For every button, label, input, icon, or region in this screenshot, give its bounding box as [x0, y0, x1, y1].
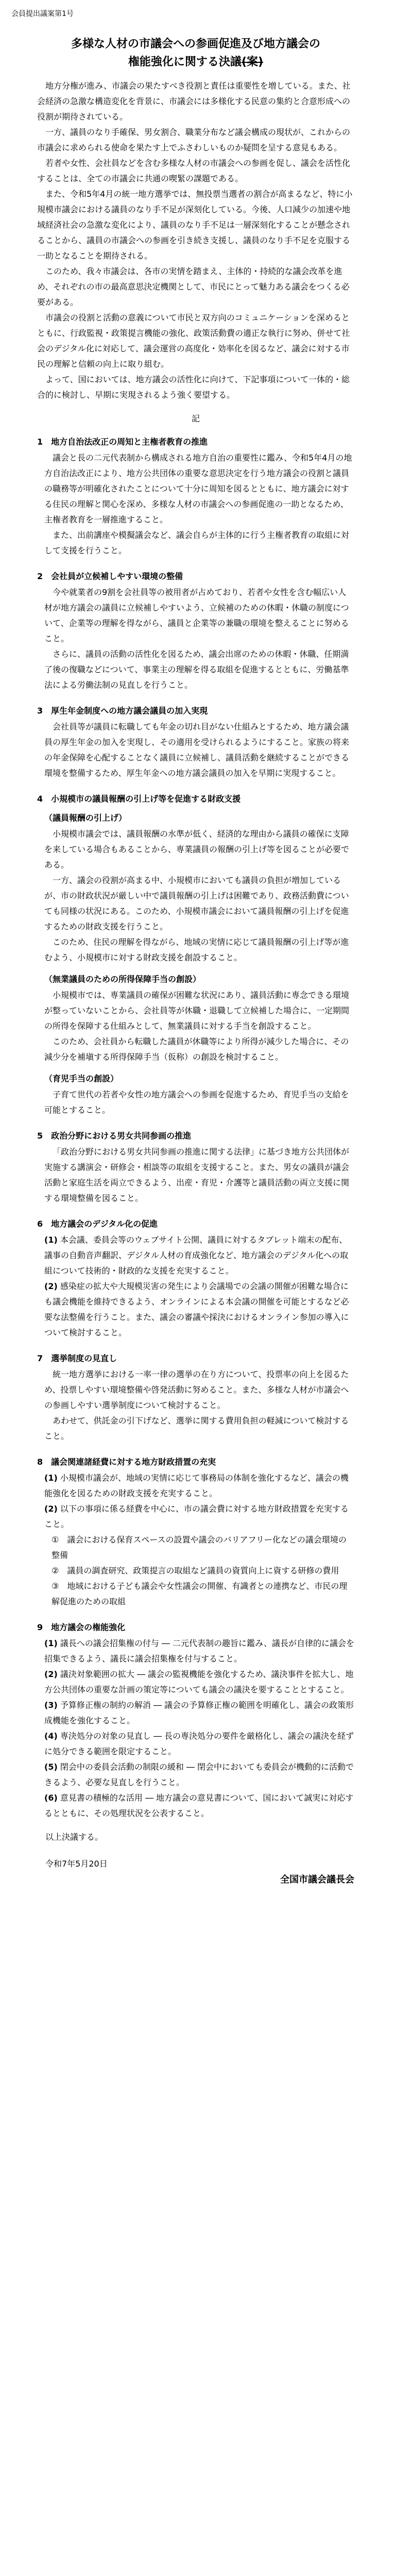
item-label: (1) [44, 1235, 58, 1245]
section-body [44, 988, 354, 1065]
item-text: 小規模市議会が、地域の実情に応じて事務局の体制を強化するなど、議会の機能強化を図るための財政支援を充実すること。 [44, 1473, 349, 1499]
section-heading: 6 地方議会のデジタル化の促進 [37, 1219, 158, 1229]
circled-item: ① 議会における保育スペースの設置や議会のバリアフリー化などの議会環境の整備 [52, 1535, 347, 1561]
section-heading: 5 政治分野における男女共同参画の推進 [37, 1131, 192, 1141]
section-1 [37, 435, 354, 558]
section-paragraph: 今や就業者の9割を会社員等の被用者が占めており、若者や女性を含む幅広い人材が地方議会の議員に立候補しやすいよう、立候補のための休暇・休職の制度について、企業等の理解を得ながら、議員と企業等の兼職の環境を整えることに努めること。 [44, 587, 349, 644]
section-paragraph: 小規模市議会では、議員報酬の水準が低く、経済的な理由から議員の確保に支障を来している場合もあることから、専業議員の報酬の引上げ等を図ることが必要である。 [44, 829, 350, 870]
section-paragraph: 統一地方選挙における一率一律の選挙の在り方について、投票率の向上を図るため、投票しやすい環境整備や啓発活動に努めること。また、多様な人材が市議会への参画しやすい選挙制度について検討すること。 [44, 1369, 349, 1411]
section-body [44, 826, 354, 965]
document-title [37, 35, 354, 71]
section-paragraph: このため、住民の理解を得ながら、地域の実情に応じて議員報酬の引上げ等が進むよう、小規模市に対する財政支援を創設すること。 [44, 937, 349, 963]
item-text: 閉会中の委員会活動の制限の緩和 ― 閉会中においても委員会が機動的に活動できるよう、必要な見直しを行うこと。 [44, 1762, 354, 1788]
item-label: (6) [44, 1793, 58, 1803]
section-body [44, 450, 354, 558]
preamble [37, 78, 354, 403]
section-paragraph: 会社員等が議員に転職しても年金の切れ目がない仕組みとするため、地方議会議員の厚生年金の加入を実現し、その適用を受けられるようにすること。家族の将来の年金保障を心配することなく議員に立候補し、議員活動を継続することができる環境を整備するため、厚生年金への地方議会議員の加入を早期に実現すること。 [44, 722, 350, 778]
list-item [44, 1790, 354, 1821]
section-6 [37, 1217, 354, 1341]
list-item [44, 1698, 354, 1728]
item-label: (4) [44, 1731, 58, 1741]
list-item [44, 1501, 354, 1532]
item-text: 専決処分の対象の見直し ― 長の専決処分の要件を厳格化し、議会の議決を経ずに処分できる範囲を限定すること。 [44, 1731, 354, 1757]
section-paragraph: 「政治分野における男女共同参画の推進に関する法律」に基づき地方公共団体が実施する講演会・研修会・相談等の取組を支援すること。また、男女の議員が議会活動と家庭生活を両立できるよう、出産・育児・介護等と議員活動の両立支援に関する環境整備を図ること。 [44, 1147, 350, 1204]
title-struck-text: (案) [241, 56, 264, 69]
circled-item: ③ 地域における子ども議会や女性議会の開催、有識者との連携など、市民の理解促進のための取組 [52, 1581, 348, 1607]
list-item [44, 1667, 354, 1698]
item-label: (1) [44, 1638, 58, 1649]
item-text: 以下の事項に係る経費を中心に、市の議会費に対する地方財政措置を充実すること。 [44, 1504, 349, 1530]
section-body [44, 719, 354, 781]
item-label: (2) [44, 1281, 58, 1292]
item-text: 議長への議会招集権の付与 ― 二元代表制の趣旨に鑑み、議長が自律的に議会を招集できるよう、議長に議会招集権を付与すること。 [44, 1638, 354, 1664]
list-item [44, 1759, 354, 1790]
section-heading: 7 選挙制度の見直し [37, 1353, 117, 1364]
preamble-paragraph: このため、我々市議会は、各市の実情を踏まえ、主体的・持続的な議会改革を進め、それぞれの市の最高意思決定機関として、市民にとって魅力ある議会をつくる必要がある。 [37, 266, 350, 308]
item-text: 意見書の積極的な活用 ― 地方議会の意見書について、国において誠実に対応するとともに、その処理状況を公表すること。 [44, 1793, 354, 1819]
section-body [44, 1087, 354, 1118]
section-heading: 9 地方議会の権能強化 [37, 1622, 126, 1633]
preamble-paragraph: 一方、議員のなり手確保、男女割合、職業分布など議会構成の現状が、これからの市議会に求められる使命を果たす上でふさわしいものか疑問を呈する意見もある。 [37, 127, 351, 153]
ki-marker: 記 [191, 414, 200, 424]
section-subheading: （無業議員のための所得保障手当の創設） [44, 974, 201, 985]
section-subheading: （議員報酬の引上げ） [44, 813, 127, 823]
organization-name: 全国市議会議長会 [280, 1874, 354, 1886]
section-body [44, 1367, 354, 1444]
section-paragraph: 議会と長の二元代表制から構成される地方自治の重要性に鑑み、令和5年4月の地方自治法改正により、地方公共団体の重要な意思決定を行う地方議会の役割と議員の職務等が明確化されたことについて十分に周知を図るとともに、地方議会に対する住民の理解と関心を深め、多様な人材の市議会への参画促進の一助となるため、主権者教育を一層推進すること。 [44, 453, 352, 525]
preamble-paragraph: 市議会の役割と活動の意義について市民と双方向のコミュニケーションを深めるとともに、行政監視・政策提言機能の強化、政策活動費の適正な執行に努め、併せて社会のデジタル化に対応して、議会運営の高度化・効率化を図るなど、議会に対する市民の理解と信頼の向上に取り組む。 [37, 313, 350, 369]
circled-item: ② 議員の調査研究、政策提言の取組など議員の資質向上に資する研修の費用 [52, 1566, 339, 1576]
section-3 [37, 704, 354, 781]
section-body [44, 1144, 354, 1206]
item-label: (2) [44, 1504, 58, 1514]
section-5 [37, 1129, 354, 1206]
section-heading: 4 小規模市の議員報酬の引上げ等を促進する財政支援 [37, 794, 241, 804]
item-text: 議決対象範囲の拡大 ― 議会の監視機能を強化するため、議決事件を拡大し、地方公共団体の重要な計画の策定等についても議会の議決を要することとすること。 [44, 1669, 354, 1695]
section-heading: 2 会社員が立候補しやすい環境の整備 [37, 571, 183, 582]
list-item [44, 1470, 354, 1501]
section-7 [37, 1352, 354, 1444]
item-text: 感染症の拡大や大規模災害の発生により会議場での会議の開催が困難な場合にも議会機能を維持できるよう、オンラインによる本会議の開催を可能とするなど必要な法整備を行うこと。また、議会の審議や採決におけるオンライン参加の導入について検討すること。 [44, 1281, 349, 1338]
section-paragraph: あわせて、供託金の引下げなど、選挙に関する費用負担の軽減について検討すること。 [44, 1416, 349, 1442]
title-line-1: 多様な人材の市議会への参画促進及び地方議会の [71, 38, 320, 50]
footer [37, 1829, 354, 1886]
section-heading: 8 議会関連諸経費に対する地方財政措置の充実 [37, 1457, 216, 1467]
section-4 [37, 792, 354, 1118]
section-body [44, 585, 354, 693]
section-paragraph: 小規模市では、専業議員の確保が困難な状況にあり、議員活動に専念できる環境が整っていないことから、会社員等が休職・退職して立候補した場合に、一定期間の所得を保障する仕組みとして、無業議員に対する手当を創設すること。 [44, 990, 350, 1031]
section-paragraph: 子育て世代の若者や女性の地方議会への参画を促進するため、育児手当の支給を可能とすること。 [44, 1090, 349, 1115]
item-text: 本会議、委員会等のウェブサイト公開、議員に対するタブレット端末の配布、議事の自動音声翻訳、デジタル人材の育成強化など、地方議会のデジタル化への取組について技術的・財政的な支援を充実すること。 [44, 1235, 349, 1276]
section-paragraph: このため、会社員から転職した議員が休職等により所得が減少した場合に、その減少分を補塡する所得保障手当（仮称）の創設を検討すること。 [44, 1037, 349, 1062]
section-heading: 1 地方自治法改正の周知と主権者教育の推進 [37, 437, 208, 447]
preamble-paragraph: また、令和5年4月の統一地方選挙では、無投票当選者の割合が高まるなど、特に小規模市議会における議員のなり手不足が深刻化している。今後、人口減少の加速や地域経済社会の急激な変化により、議員のなり手不足は一層深刻化することが懸念されることから、議員の市議会への参画を引き続き支援し、議員のなり手不足を克服する一助となることを期待される。 [37, 189, 353, 261]
section-paragraph: 一方、議会の役割が高まる中、小規模市においても議員の負担が増加しているが、市の財政状況が厳しい中で議員報酬の引上げは困難であり、政務活動費についても同様の状況にある。このため、小規模市議会において議員報酬の引上げを促進するための財政支援を行うこと。 [44, 875, 349, 932]
title-line-2 [37, 53, 354, 71]
section-subheading: （育児手当の創設） [44, 1074, 119, 1084]
section-9 [37, 1621, 354, 1821]
title-line-2-text: 権能強化に関する決議 [128, 56, 242, 69]
section-paragraph: また、出前講座や模擬議会など、議会自らが主体的に行う主権者教育の取組に対して支援を行うこと。 [44, 530, 350, 556]
preamble-paragraph: 若者や女性、会社員などを含む多様な人材の市議会への参画を促し、議会を活性化することは、全ての市議会に共通の喫緊の課題である。 [37, 158, 351, 184]
doc-number: 会員提出議案第1号 [11, 10, 74, 18]
section-heading: 3 厚生年金制度への地方議会議員の加入実現 [37, 706, 208, 716]
item-label: (5) [44, 1762, 58, 1772]
list-item [44, 1636, 354, 1667]
item-text: 予算修正権の制約の解消 ― 議会の予算修正権の範囲を明確化し、議会の政策形成機能を強化すること。 [44, 1700, 354, 1726]
list-item [44, 1728, 354, 1759]
closing-text: 以上決議する。 [45, 1832, 104, 1842]
preamble-paragraph: 地方分権が進み、市議会の果たすべき役割と責任は重要性を増している。また、社会経済の急激な構造変化を背景に、市議会には多様化する民意の集約と合意形成への役割が期待されている。 [37, 81, 351, 122]
item-label: (1) [44, 1473, 58, 1483]
list-item [44, 1232, 354, 1279]
section-2 [37, 570, 354, 693]
section-paragraph: さらに、議員の活動の活性化を図るため、議会出席のための休暇・休職、任期満了後の復職などについて、事業主の理解を得る取組を促進するとともに、労働基準法による労働法制の見直しを行うこと。 [44, 649, 349, 690]
item-label: (3) [44, 1700, 58, 1710]
preamble-paragraph: よって、国においては、地方議会の活性化に向けて、下記事項について一体的・総合的に検討し、早期に実現されるよう強く要望する。 [37, 375, 350, 400]
date: 令和7年5月20日 [45, 1859, 108, 1869]
list-item [44, 1279, 354, 1341]
section-8 [37, 1455, 354, 1609]
item-label: (2) [44, 1669, 58, 1680]
